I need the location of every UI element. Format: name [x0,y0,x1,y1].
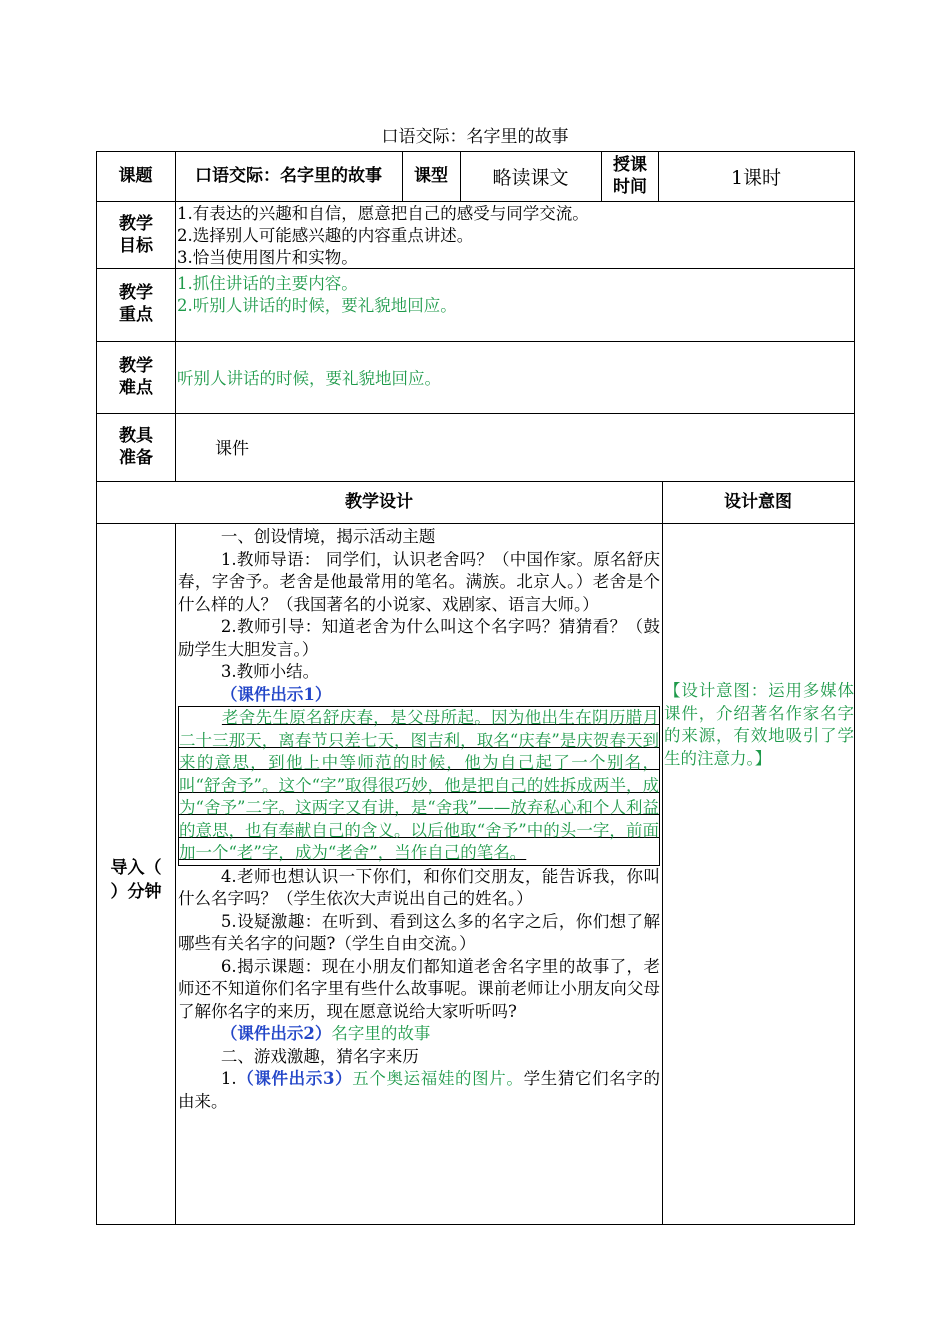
topic-label: 课题 [118,166,153,186]
table-border-bottom [96,1224,855,1225]
document-title: 口语交际：名字里的故事 [381,127,569,147]
goals-list [177,203,589,269]
col-divider [662,481,663,1224]
topic-value: 口语交际：名字里的故事 [195,166,382,186]
intent-header: 设计意图 [724,492,792,512]
quote-text: 老舍先生原名舒庆春，是父母所起。因为他出生在阴历腊月二十三那天，离春节只差七天，图吉利，取名“庆春”是庆贺春天到来的意思，到他上中等师范的时候，他为自己起了一个别名，叫“舒舍予”。这个“字”取得很巧妙，他是把自己的姓拆成两半，成为“舍予”二字。这两字又有讲，是“舍我”——放弃私心和个人利益的意思，也有奉献自己的含义。以后他取“舍予”中的头一字，前面加一个“老”字，成为“老舍”，当作自己的笔名。 [179,708,659,862]
body-paragraph: 4.老师也想认识一下你们，和你们交朋友，能告诉我，你叫什么名字吗？（学生依次大声说出自己的姓名。） [178,866,660,908]
section-label: 导入（ ）分钟 [110,858,162,902]
item-number: 1. [220,1069,237,1088]
courseware-title: 名字里的故事 [331,1024,431,1043]
key-points-label: 教学重点 [119,283,153,325]
tools-label: 教具准备 [119,426,153,468]
body-paragraph: 5.设疑激趣：在听到、看到这么多的名字之后，你们想了解哪些有关名字的问题?（学生自由交流。） [178,911,660,953]
design-header: 教学设计 [345,492,413,512]
key-point-item: 2.听别人讲话的时候，要礼貌地回应。 [177,296,457,315]
lesson-body [178,526,660,1113]
difficulty-text: 听别人讲话的时候，要礼貌地回应。 [177,369,441,388]
table-border-left [96,151,97,1225]
key-points-list [177,273,457,317]
courseware-tag: （课件出示3） [236,1069,353,1088]
body-paragraph [178,1023,660,1046]
goal-item: 1.有表达的兴趣和自信，愿意把自己的感受与同学交流。 [177,204,589,223]
goal-item: 3.恰当使用图片和实物。 [177,248,358,267]
courseware-tag: （课件出示1） [220,684,332,704]
row-divider [96,523,855,524]
body-paragraph: 1.教师导语： 同学们，认识老舍吗？（中国作家。原名舒庆春，字舍予。老舍是他最常用的笔名。满族。北京人。）老舍是个什么样的人？（我国著名的小说家、戏剧家、语言大师。） [178,549,660,614]
time-label: 授课时间 [613,155,647,197]
quote-box [178,706,660,866]
col-divider [175,523,176,1224]
row-divider [96,341,855,342]
tools-text: 课件 [215,439,249,459]
goals-label: 教学目标 [119,213,153,256]
type-label: 课型 [414,166,448,186]
time-value: 1课时 [730,166,782,189]
row-divider [96,413,855,414]
body-paragraph: 2.教师引导：知道老舍为什么叫这个名字吗？猜猜看？（鼓励学生大胆发言。） [178,617,660,659]
difficulty-label: 教学难点 [119,356,153,398]
body-paragraph [178,1068,660,1113]
goal-item: 2.选择别人可能感兴趣的内容重点讲述。 [177,226,474,245]
item-text: 学生猜它们名字的由来。 [178,1069,661,1111]
row-divider [96,201,855,202]
body-paragraph: 一、创设情境，揭示活动主题 [220,527,436,546]
body-paragraph: 6.揭示课题：现在小朋友们都知道老舍名字里的故事了，老师还不知道你们名字里有些什么故事呢。课前老师让小朋友向父母了解你名字的来历，现在愿意说给大家听听吗? [178,956,660,1021]
type-value: 略读课文 [492,166,569,189]
courseware-tag: （课件出示2） [220,1024,332,1043]
design-intent-text: 【设计意图：运用多媒体课件，介绍著名作家名字的来源，有效地吸引了学生的注意力。】 [664,681,854,768]
body-paragraph: 二、游戏激趣，猜名字来历 [220,1046,419,1066]
key-point-item: 1.抓住讲话的主要内容。 [177,274,358,293]
table-border-right [854,151,855,1225]
body-paragraph: 3.教师小结。 [220,662,320,681]
col-divider [601,151,602,201]
courseware-desc: 五个奥运福娃的图片。 [352,1069,524,1088]
